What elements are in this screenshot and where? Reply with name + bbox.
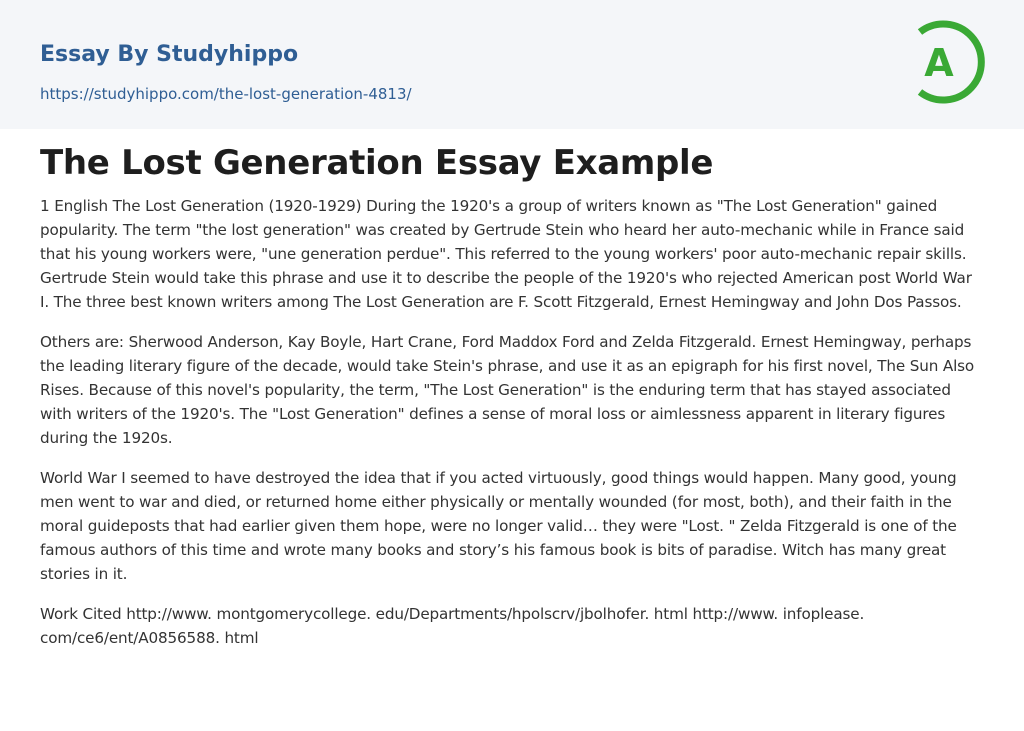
studyhippo-logo-icon[interactable] <box>912 18 988 106</box>
site-header <box>0 0 1024 129</box>
page-title: The Lost Generation Essay Example <box>40 143 714 183</box>
paragraph-1: 1 English The Lost Generation (1920-1929) During the 1920's a group of writers known as "The Lost Generation" gained popularity. The term "the lost generation" was created by Gertrude Stein who heard her auto-mechanic while in France said that his young workers were, "une generation perdue". This referred to the young workers' poor auto-mechanic repair skills. Gertrude Stein would take this phrase and use it to describe the people of the 1920's who rejected American post World War I. The three best known writers among The Lost Generation are F. Scott Fitzgerald, Ernest Hemingway and John Dos Passos. <box>40 197 972 311</box>
source-url-link[interactable]: https://studyhippo.com/the-lost-generation-4813/ <box>40 85 412 103</box>
paragraph-2: Others are: Sherwood Anderson, Kay Boyle, Hart Crane, Ford Maddox Ford and Zelda Fitzgerald. Ernest Hemingway, perhaps the leading literary figure of the decade, would take Stein's phrase, and use it as an epigraph for his first novel, The Sun Also Rises. Because of this novel's popularity, the term, "The Lost Generation" is the enduring term that has stayed associated with writers of the 1920's. The "Lost Generation" defines a sense of moral loss or aimlessness apparent in literary figures during the 1920s. <box>40 333 975 447</box>
article-body <box>40 194 984 666</box>
site-title[interactable]: Essay By Studyhippo <box>40 42 299 67</box>
paragraph-3: World War I seemed to have destroyed the idea that if you acted virtuously, good things would happen. Many good, young men went to war and died, or returned home either physically or mentally wounded (for most, both), and their faith in the moral guideposts that had earlier given them hope, were no longer valid… they were "Lost. " Zelda Fitzgerald is one of the famous authors of this time and wrote many books and story’s his famous book is bits of paradise. Witch has many great stories in it. <box>40 469 957 583</box>
works-cited: Work Cited http://www. montgomerycollege. edu/Departments/hpolscrv/jbolhofer. html http://www. infoplease. com/ce6/ent/A0856588. html <box>40 605 865 647</box>
logo-letter: A <box>924 41 954 85</box>
